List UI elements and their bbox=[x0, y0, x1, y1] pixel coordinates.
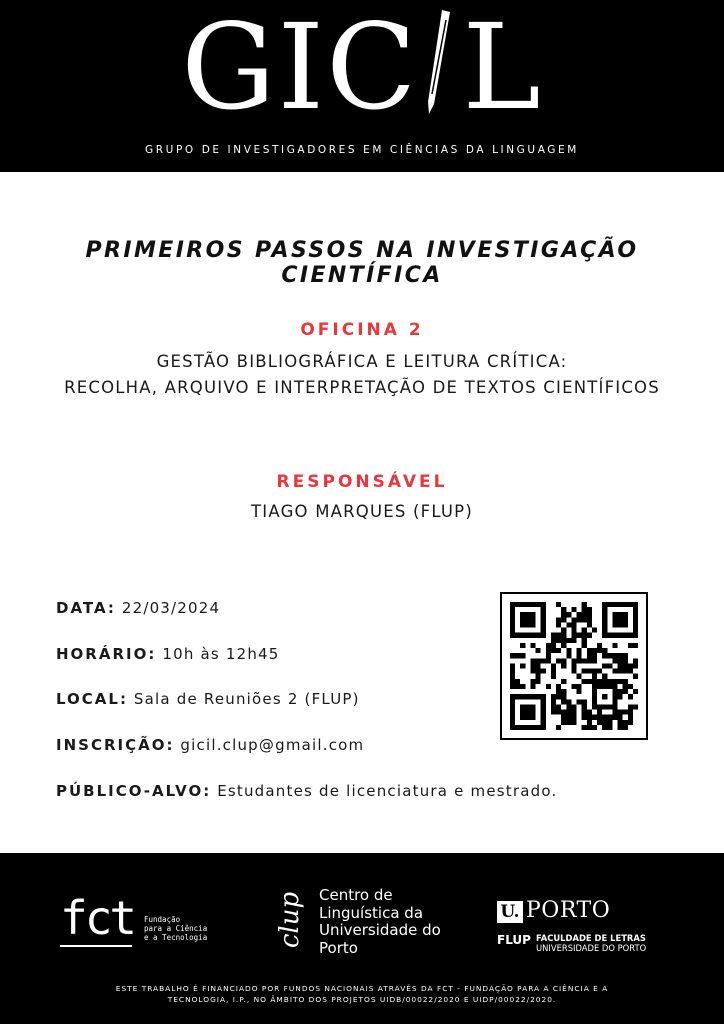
funding-notice bbox=[0, 983, 724, 1005]
faculty-name: FACULDADE DE LETRAS bbox=[536, 933, 646, 943]
audience-row bbox=[56, 782, 557, 800]
fct-name bbox=[144, 915, 207, 942]
audience-key: PÚBLICO-ALVO: bbox=[56, 782, 212, 800]
funding-notice-line1: ESTE TRABALHO É FINANCIADO POR FUNDOS NACIONAIS ATRAVÉS DA FCT - FUNDAÇÃO PARA A CIÊNCIA E A bbox=[115, 984, 609, 993]
date-value: 22/03/2024 bbox=[121, 599, 221, 617]
location-key: LOCAL: bbox=[56, 690, 128, 708]
event-title: PRIMEIROS PASSOS NA INVESTIGAÇÃO CIENTÍFICA bbox=[85, 238, 639, 288]
time-row bbox=[56, 645, 280, 663]
university-name: UNIVERSIDADE DO PORTO bbox=[536, 943, 647, 953]
clup-name-line1: Centro de bbox=[319, 886, 393, 904]
audience-value: Estudantes de licenciatura e mestrado. bbox=[217, 782, 558, 800]
workshop-label: OFICINA 2 bbox=[300, 320, 424, 340]
registration-key: INSCRIÇÃO: bbox=[56, 736, 175, 754]
clup-name-line4: Porto bbox=[319, 938, 358, 957]
header-band bbox=[0, 0, 724, 172]
fct-name-line1: Fundação bbox=[144, 915, 181, 924]
time-key: HORÁRIO: bbox=[56, 645, 157, 663]
flup-name bbox=[536, 933, 646, 953]
clup-name-line2: Linguística da bbox=[319, 903, 424, 922]
responsible-label: RESPONSÁVEL bbox=[276, 472, 448, 492]
clup-name bbox=[319, 887, 441, 957]
qr-code-icon bbox=[510, 602, 638, 730]
responsible-name: TIAGO MARQUES (FLUP) bbox=[251, 502, 473, 521]
flup-acronym: FLUP bbox=[497, 933, 531, 947]
date-row bbox=[56, 599, 220, 617]
funding-notice-line2: TECNOLOGIA, I.P., NO ÂMBITO DOS PROJETOS UIDB/00022/2020 E UIDP/00022/2020. bbox=[167, 995, 557, 1004]
fct-logo-underline bbox=[60, 945, 132, 947]
clup-logo-icon bbox=[272, 883, 310, 957]
clup-name-line3: Universidade do bbox=[319, 921, 441, 939]
uporto-logo-word: PORTO bbox=[526, 898, 611, 923]
fct-name-line3: e a Tecnologia bbox=[144, 933, 208, 942]
workshop-subtitle-line1: GESTÃO BIBLIOGRÁFICA E LEITURA CRÍTICA: bbox=[156, 352, 568, 371]
clup-logo-text: clup bbox=[275, 891, 305, 949]
time-value: 10h às 12h45 bbox=[162, 645, 280, 663]
uporto-logo-box: U. bbox=[497, 901, 523, 923]
registration-row bbox=[56, 736, 364, 754]
registration-email[interactable]: gicil.clup@gmail.com bbox=[180, 736, 365, 754]
logo-text-right: L bbox=[462, 0, 543, 136]
location-row bbox=[56, 690, 360, 708]
location-value: Sala de Reuniões 2 (FLUP) bbox=[133, 690, 360, 708]
gicil-logo bbox=[0, 0, 724, 136]
fct-name-line2: para a Ciência bbox=[144, 924, 208, 933]
pen-icon bbox=[420, 6, 460, 116]
date-key: DATA: bbox=[56, 599, 116, 617]
fct-logo: fct bbox=[60, 891, 135, 945]
qr-code-frame[interactable] bbox=[500, 592, 648, 740]
footer-band bbox=[0, 853, 724, 1024]
group-tagline: GRUPO DE INVESTIGADORES EM CIÊNCIAS DA LINGUAGEM bbox=[145, 144, 579, 156]
logo-text-left: GIC bbox=[181, 0, 419, 136]
workshop-subtitle-line2: RECOLHA, ARQUIVO E INTERPRETAÇÃO DE TEXTOS CIENTÍFICOS bbox=[64, 378, 660, 397]
